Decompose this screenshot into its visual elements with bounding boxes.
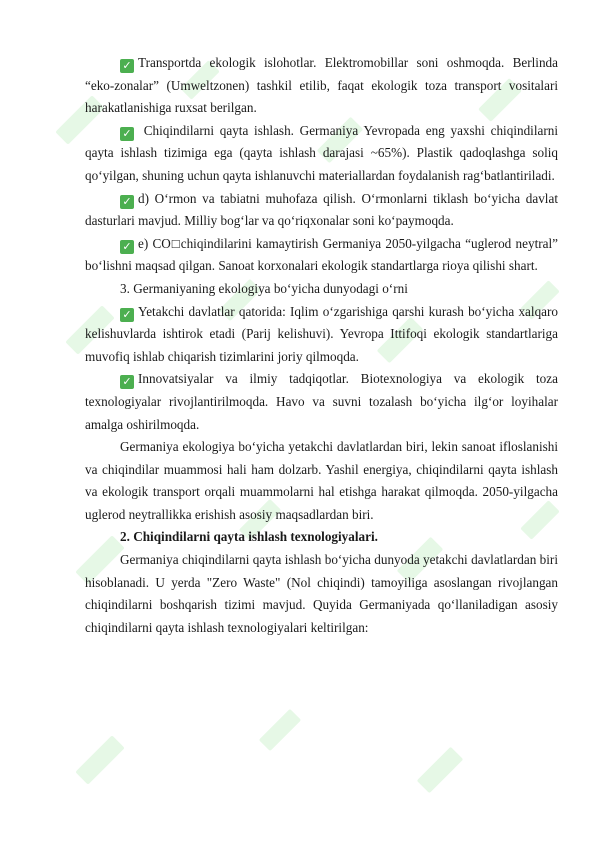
watermark-mark — [75, 735, 124, 784]
paragraph-text: Chiqindilarni qayta ishlash. Germaniya Yevropada eng yaxshi chiqindilarni qayta ishlash tizimiga ega (qayta ishlash darajasi ~65%). Plastik qadoqlashga soliq qo‘yilgan, shuning uchun qayta ishlanuvchi materiallardan foydalanish rag‘batlantiriladi. — [85, 122, 558, 183]
paragraph-leading-states — [85, 301, 558, 369]
paragraph-text: d) O‘rmon va tabiatni muhofaza qilish. O‘rmonlarni tiklash bo‘yicha davlat dasturlari mavjud. Milliy bog‘lar va qo‘riqxonalar soni ko‘paymoqda. — [85, 190, 558, 229]
check-icon: ✓ — [120, 308, 134, 322]
paragraph-co2 — [85, 233, 558, 278]
check-icon: ✓ — [120, 127, 134, 141]
document-body — [85, 52, 558, 639]
paragraph-text: 2. Chiqindilarni qayta ishlash texnologiyalari. — [120, 529, 378, 545]
paragraph-summary — [85, 436, 558, 526]
paragraph-text: Yetakchi davlatlar qatorida: Iqlim o‘zgarishiga qarshi kurash bo‘yicha xalqaro kelishuvlarda ishtirok etadi (Parij kelishuvi). Yevropa Ittifoqi ekologik standartlariga muvofiq ishlab chiqarish tizimlarini joriy qilmoqda. — [85, 303, 558, 364]
paragraph-text: 3. Germaniyaning ekologiya bo‘yicha dunyodagi o‘rni — [120, 280, 408, 296]
paragraph-text: Transportda ekologik islohotlar. Elektromobillar soni oshmoqda. Berlinda “eko-zonalar” (Umweltzonen) tashkil etilib, faqat ekologik toza transport vositalari harakatlanishiga ruxsat berilgan. — [85, 55, 558, 116]
section-heading-recycling-tech — [85, 526, 558, 549]
paragraph-text: Germaniya ekologiya bo‘yicha yetakchi davlatlardan biri, lekin sanoat ifloslanishi va chiqindilar muammosi hali ham dolzarb. Yashil energiya, chiqindilarni qayta ishlash va ekologik transport orqali muammolarni hal etishga harakat qilmoqda. 2050-yilgacha uglerod neytrallikka erishish asosiy maqsadlardan biri. — [85, 439, 558, 522]
paragraph-text: e) CO□chiqindilarini kamaytirish Germaniya 2050-yilgacha “uglerod neytral” bo‘lishni maqsad qilgan. Sanoat korxonalari ekologik standartlarga rioya qilishi shart. — [85, 235, 558, 274]
check-icon: ✓ — [120, 375, 134, 389]
paragraph-recycling — [85, 120, 558, 188]
paragraph-zero-waste — [85, 549, 558, 639]
paragraph-transport — [85, 52, 558, 120]
watermark-mark — [417, 747, 464, 794]
check-icon: ✓ — [120, 59, 134, 73]
watermark-mark — [259, 709, 301, 751]
paragraph-forest — [85, 188, 558, 233]
paragraph-text: Germaniya chiqindilarni qayta ishlash bo‘yicha dunyoda yetakchi davlatlardan biri hisoblanadi. U yerda "Zero Waste" (Nol chiqindi) tamoyiliga asoslangan rivojlangan chiqindilarni boshqarish tizimi mavjud. Quyida Germaniyada qo‘llaniladigan asosiy chiqindilarni qayta ishlash texnologiyalari keltirilgan: — [85, 552, 558, 635]
paragraph-text: Innovatsiyalar va ilmiy tadqiqotlar. Biotexnologiya va ekologik toza texnologiyalar rivojlantirilmoqda. Havo va suvni tozalash bo‘yicha ilg‘or loyihalar amalga oshirilmoqda. — [85, 371, 558, 432]
check-icon: ✓ — [120, 195, 134, 209]
paragraph-innovation — [85, 368, 558, 436]
section-heading-world-role — [85, 278, 558, 301]
check-icon: ✓ — [120, 240, 134, 254]
